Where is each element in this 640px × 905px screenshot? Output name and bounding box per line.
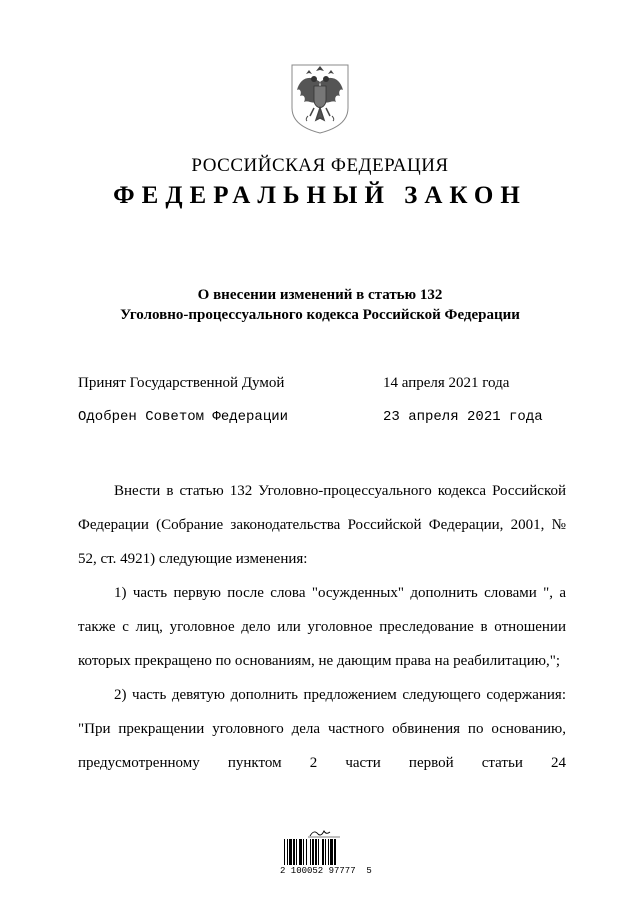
signature-mark-icon — [280, 828, 368, 838]
barcode-bar — [318, 839, 319, 865]
barcode-bar — [284, 839, 285, 865]
coat-of-arms-icon — [288, 62, 352, 136]
law-title-line-2: Уголовно-процессуального кодекса Российской Федерации — [120, 307, 520, 323]
law-title-line-1: О внесении изменений в статью 132 — [197, 287, 443, 303]
body-paragraph-item-1: 1) часть первую после слова "осужденных" дополнить словами ", а также с лиц, уголовное дело или уголовное преследование в отношении которых прекращено по основаниям, не дающим права на реабилитацию,"; — [78, 585, 566, 669]
barcode-bar — [306, 839, 307, 865]
law-body — [78, 474, 566, 780]
barcode-bar — [310, 839, 311, 865]
barcode-bar — [334, 839, 336, 865]
council-approval-date: 23 апреля 2021 года — [383, 409, 543, 425]
law-type-heading: ФЕДЕРАЛЬНЫЙ ЗАКОН — [113, 182, 527, 209]
barcode-bar — [303, 839, 304, 865]
body-paragraph-intro: Внести в статью 132 Уголовно-процессуального кодекса Российской Федерации (Собрание законодательства Российской Федерации, 2001, № 52, ст. 4921) следующие изменения: — [78, 483, 566, 567]
barcode-bar — [322, 839, 324, 865]
duma-adoption-date: 14 апреля 2021 года — [383, 375, 510, 391]
barcode-bar — [289, 839, 292, 865]
barcode-bar — [299, 839, 302, 865]
barcode-bar — [293, 839, 295, 865]
barcode-bar — [330, 839, 333, 865]
body-paragraph-quote: "При прекращении уголовного дела частного обвинения по основанию, предусмотренному пунктом 2 части первой статьи 24 — [78, 721, 566, 771]
law-title — [0, 285, 640, 325]
barcode-bar — [325, 839, 326, 865]
duma-adoption-label: Принят Государственной Думой — [78, 375, 285, 391]
barcode-bar — [328, 839, 329, 865]
barcode-bar — [296, 839, 297, 865]
barcode-bar — [315, 839, 317, 865]
body-paragraph-item-2: 2) часть девятую дополнить предложением следующего содержания: — [114, 687, 566, 703]
barcode-number: 2 100052 97777 5 — [280, 866, 372, 876]
barcode-bar — [312, 839, 314, 865]
country-name: РОССИЙСКАЯ ФЕДЕРАЦИЯ — [191, 155, 449, 176]
barcode-bars — [284, 839, 364, 865]
barcode-bar — [287, 839, 288, 865]
council-approval-label: Одобрен Советом Федерации — [78, 409, 289, 425]
